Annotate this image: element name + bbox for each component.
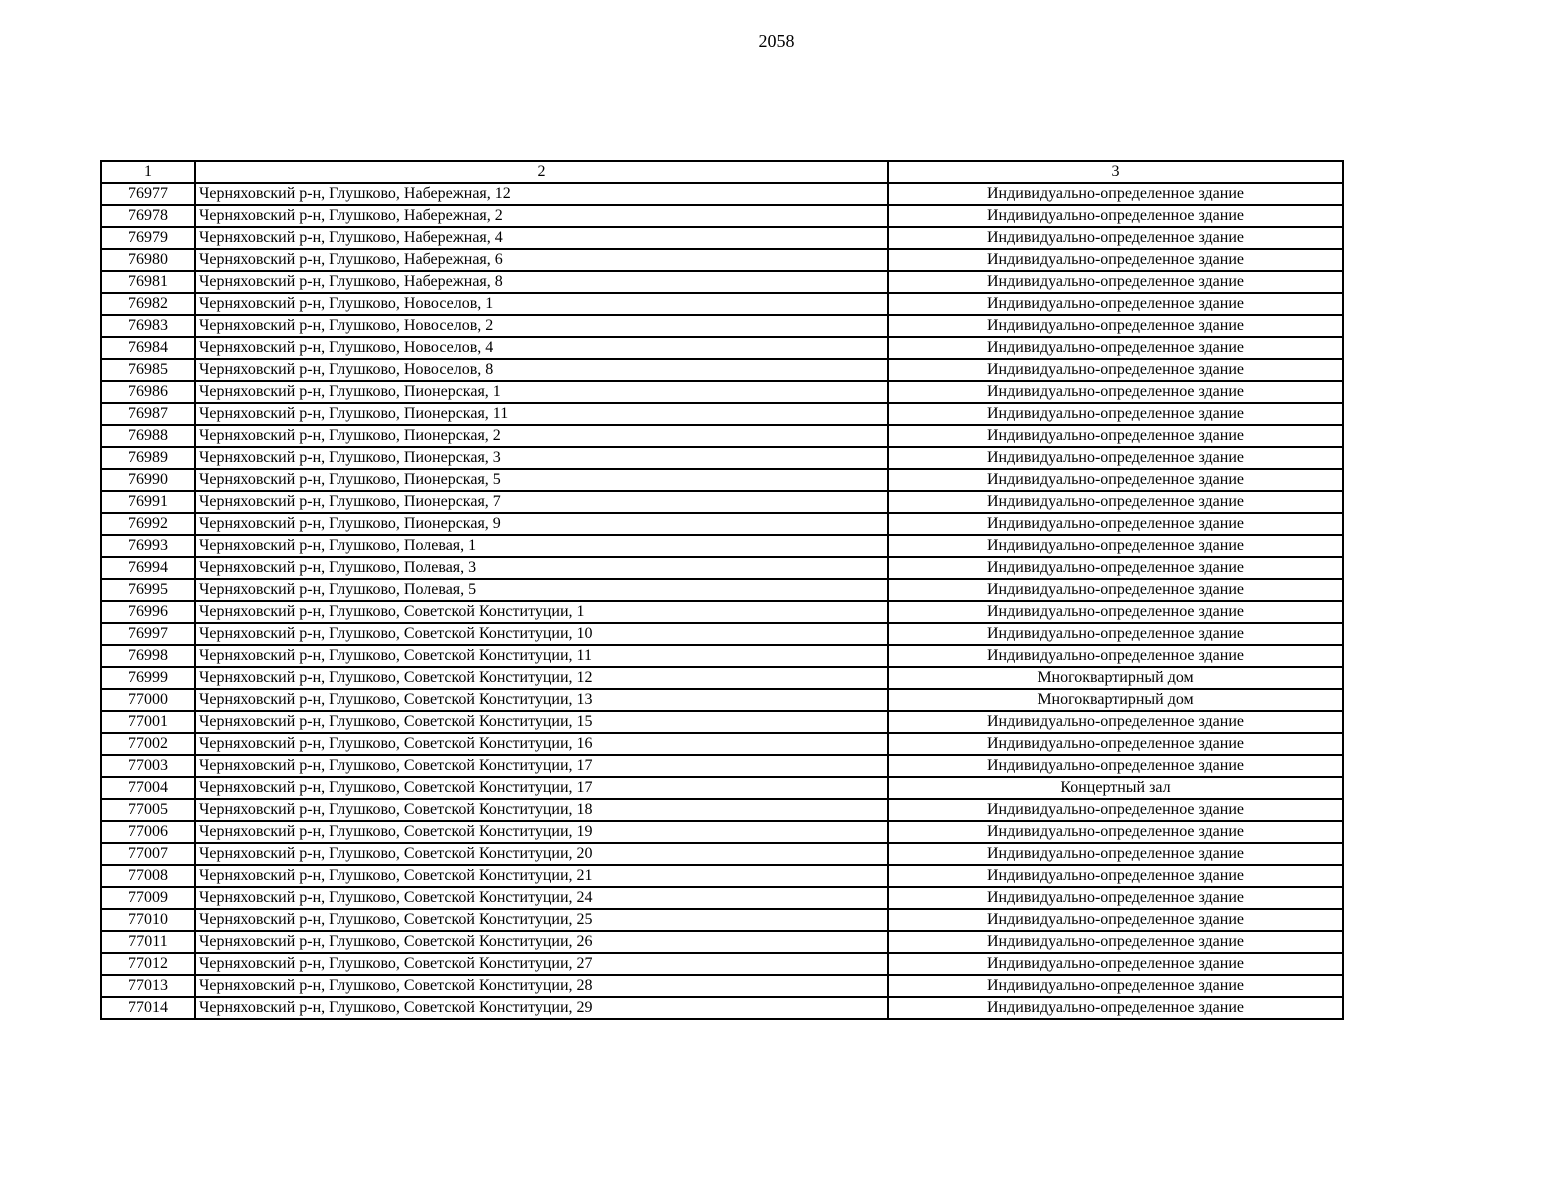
object-type-cell: Индивидуально-определенное здание [888,733,1343,755]
table-row [101,645,1343,667]
row-number-cell: 76988 [101,425,195,447]
table-row [101,579,1343,601]
table-row [101,909,1343,931]
address-cell: Черняховский р-н, Глушково, Новоселов, 2 [195,315,888,337]
address-cell: Черняховский р-н, Глушково, Полевая, 5 [195,579,888,601]
object-type-cell: Индивидуально-определенное здание [888,865,1343,887]
table-row [101,975,1343,997]
object-type-cell: Индивидуально-определенное здание [888,205,1343,227]
table-row [101,865,1343,887]
object-type-cell: Индивидуально-определенное здание [888,909,1343,931]
table-row [101,997,1343,1019]
table-row [101,315,1343,337]
table-row [101,843,1343,865]
address-cell: Черняховский р-н, Глушково, Советской Конституции, 15 [195,711,888,733]
object-type-cell: Индивидуально-определенное здание [888,337,1343,359]
row-number-cell: 76998 [101,645,195,667]
table-row [101,623,1343,645]
table-row [101,271,1343,293]
row-number-cell: 76989 [101,447,195,469]
address-cell: Черняховский р-н, Глушково, Советской Конституции, 13 [195,689,888,711]
address-cell: Черняховский р-н, Глушково, Советской Конституции, 24 [195,887,888,909]
table-body [101,183,1343,1019]
object-type-cell: Индивидуально-определенное здание [888,271,1343,293]
row-number-cell: 76999 [101,667,195,689]
row-number-cell: 76995 [101,579,195,601]
header-cell-1: 1 [101,161,195,183]
row-number-cell: 77008 [101,865,195,887]
object-type-cell: Индивидуально-определенное здание [888,359,1343,381]
row-number-cell: 77012 [101,953,195,975]
address-cell: Черняховский р-н, Глушково, Советской Конституции, 21 [195,865,888,887]
object-type-cell: Индивидуально-определенное здание [888,931,1343,953]
address-cell: Черняховский р-н, Глушково, Советской Конституции, 29 [195,997,888,1019]
table-row [101,953,1343,975]
address-cell: Черняховский р-н, Глушково, Советской Конституции, 18 [195,799,888,821]
object-type-cell: Индивидуально-определенное здание [888,623,1343,645]
table-row [101,557,1343,579]
object-type-cell: Индивидуально-определенное здание [888,755,1343,777]
row-number-cell: 76993 [101,535,195,557]
row-number-cell: 77009 [101,887,195,909]
table-header [101,161,1343,183]
row-number-cell: 77001 [101,711,195,733]
row-number-cell: 77002 [101,733,195,755]
row-number-cell: 76980 [101,249,195,271]
table-row [101,711,1343,733]
object-type-cell: Индивидуально-определенное здание [888,425,1343,447]
row-number-cell: 77004 [101,777,195,799]
object-type-cell: Индивидуально-определенное здание [888,711,1343,733]
row-number-cell: 77014 [101,997,195,1019]
address-cell: Черняховский р-н, Глушково, Набережная, 12 [195,183,888,205]
row-number-cell: 76997 [101,623,195,645]
address-cell: Черняховский р-н, Глушково, Набережная, 2 [195,205,888,227]
row-number-cell: 76981 [101,271,195,293]
table-row [101,227,1343,249]
header-row [101,161,1343,183]
address-cell: Черняховский р-н, Глушково, Новоселов, 4 [195,337,888,359]
object-type-cell: Индивидуально-определенное здание [888,535,1343,557]
address-cell: Черняховский р-н, Глушково, Советской Конституции, 11 [195,645,888,667]
table-row [101,601,1343,623]
row-number-cell: 77003 [101,755,195,777]
table-row [101,359,1343,381]
address-cell: Черняховский р-н, Глушково, Полевая, 1 [195,535,888,557]
object-type-cell: Концертный зал [888,777,1343,799]
address-cell: Черняховский р-н, Глушково, Советской Конституции, 10 [195,623,888,645]
object-type-cell: Индивидуально-определенное здание [888,953,1343,975]
row-number-cell: 77006 [101,821,195,843]
object-type-cell: Индивидуально-определенное здание [888,293,1343,315]
object-type-cell: Индивидуально-определенное здание [888,447,1343,469]
table-row [101,931,1343,953]
object-type-cell: Индивидуально-определенное здание [888,799,1343,821]
row-number-cell: 76986 [101,381,195,403]
object-type-cell: Индивидуально-определенное здание [888,491,1343,513]
object-type-cell: Многоквартирный дом [888,667,1343,689]
page-number: 2058 [758,31,795,51]
address-cell: Черняховский р-н, Глушково, Советской Конституции, 17 [195,777,888,799]
object-type-cell: Индивидуально-определенное здание [888,821,1343,843]
row-number-cell: 76983 [101,315,195,337]
table-row [101,183,1343,205]
row-number-cell: 77011 [101,931,195,953]
table-row [101,293,1343,315]
registry-table [100,160,1344,1020]
object-type-cell: Индивидуально-определенное здание [888,249,1343,271]
address-cell: Черняховский р-н, Глушково, Пионерская, 1 [195,381,888,403]
object-type-cell: Индивидуально-определенное здание [888,381,1343,403]
address-cell: Черняховский р-н, Глушково, Набережная, 8 [195,271,888,293]
object-type-cell: Индивидуально-определенное здание [888,579,1343,601]
table-row [101,447,1343,469]
row-number-cell: 76992 [101,513,195,535]
table-row [101,337,1343,359]
object-type-cell: Индивидуально-определенное здание [888,645,1343,667]
table-row [101,381,1343,403]
address-cell: Черняховский р-н, Глушково, Новоселов, 8 [195,359,888,381]
object-type-cell: Индивидуально-определенное здание [888,557,1343,579]
object-type-cell: Индивидуально-определенное здание [888,887,1343,909]
table-row [101,535,1343,557]
object-type-cell: Индивидуально-определенное здание [888,513,1343,535]
object-type-cell: Индивидуально-определенное здание [888,997,1343,1019]
row-number-cell: 76978 [101,205,195,227]
address-cell: Черняховский р-н, Глушково, Пионерская, 9 [195,513,888,535]
row-number-cell: 77005 [101,799,195,821]
table-row [101,887,1343,909]
header-cell-2: 2 [195,161,888,183]
address-cell: Черняховский р-н, Глушково, Полевая, 3 [195,557,888,579]
address-cell: Черняховский р-н, Глушково, Советской Конституции, 17 [195,755,888,777]
table-row [101,249,1343,271]
address-cell: Черняховский р-н, Глушково, Советской Конституции, 20 [195,843,888,865]
row-number-cell: 77010 [101,909,195,931]
address-cell: Черняховский р-н, Глушково, Советской Конституции, 27 [195,953,888,975]
header-cell-3: 3 [888,161,1343,183]
address-cell: Черняховский р-н, Глушково, Новоселов, 1 [195,293,888,315]
row-number-cell: 76977 [101,183,195,205]
row-number-cell: 76996 [101,601,195,623]
address-cell: Черняховский р-н, Глушково, Пионерская, 7 [195,491,888,513]
object-type-cell: Индивидуально-определенное здание [888,183,1343,205]
table-row [101,403,1343,425]
row-number-cell: 76982 [101,293,195,315]
row-number-cell: 76987 [101,403,195,425]
table-row [101,469,1343,491]
row-number-cell: 76984 [101,337,195,359]
object-type-cell: Индивидуально-определенное здание [888,469,1343,491]
row-number-cell: 77013 [101,975,195,997]
row-number-cell: 76994 [101,557,195,579]
object-type-cell: Индивидуально-определенное здание [888,227,1343,249]
address-cell: Черняховский р-н, Глушково, Пионерская, 5 [195,469,888,491]
object-type-cell: Индивидуально-определенное здание [888,315,1343,337]
address-cell: Черняховский р-н, Глушково, Советской Конституции, 16 [195,733,888,755]
table-row [101,667,1343,689]
object-type-cell: Индивидуально-определенное здание [888,975,1343,997]
address-cell: Черняховский р-н, Глушково, Советской Конституции, 12 [195,667,888,689]
table-row [101,425,1343,447]
row-number-cell: 77007 [101,843,195,865]
table-row [101,491,1343,513]
table-row [101,689,1343,711]
table-row [101,755,1343,777]
address-cell: Черняховский р-н, Глушково, Набережная, 6 [195,249,888,271]
table-row [101,821,1343,843]
table-row [101,733,1343,755]
object-type-cell: Индивидуально-определенное здание [888,601,1343,623]
address-cell: Черняховский р-н, Глушково, Советской Конституции, 28 [195,975,888,997]
row-number-cell: 76991 [101,491,195,513]
table-row [101,799,1343,821]
object-type-cell: Многоквартирный дом [888,689,1343,711]
table-row [101,777,1343,799]
address-cell: Черняховский р-н, Глушково, Советской Конституции, 26 [195,931,888,953]
object-type-cell: Индивидуально-определенное здание [888,403,1343,425]
address-cell: Черняховский р-н, Глушково, Набережная, 4 [195,227,888,249]
row-number-cell: 76990 [101,469,195,491]
table-row [101,205,1343,227]
object-type-cell: Индивидуально-определенное здание [888,843,1343,865]
address-cell: Черняховский р-н, Глушково, Советской Конституции, 1 [195,601,888,623]
row-number-cell: 76985 [101,359,195,381]
row-number-cell: 76979 [101,227,195,249]
table-row [101,513,1343,535]
address-cell: Черняховский р-н, Глушково, Советской Конституции, 25 [195,909,888,931]
address-cell: Черняховский р-н, Глушково, Пионерская, 11 [195,403,888,425]
row-number-cell: 77000 [101,689,195,711]
address-cell: Черняховский р-н, Глушково, Пионерская, 3 [195,447,888,469]
address-cell: Черняховский р-н, Глушково, Пионерская, 2 [195,425,888,447]
address-cell: Черняховский р-н, Глушково, Советской Конституции, 19 [195,821,888,843]
